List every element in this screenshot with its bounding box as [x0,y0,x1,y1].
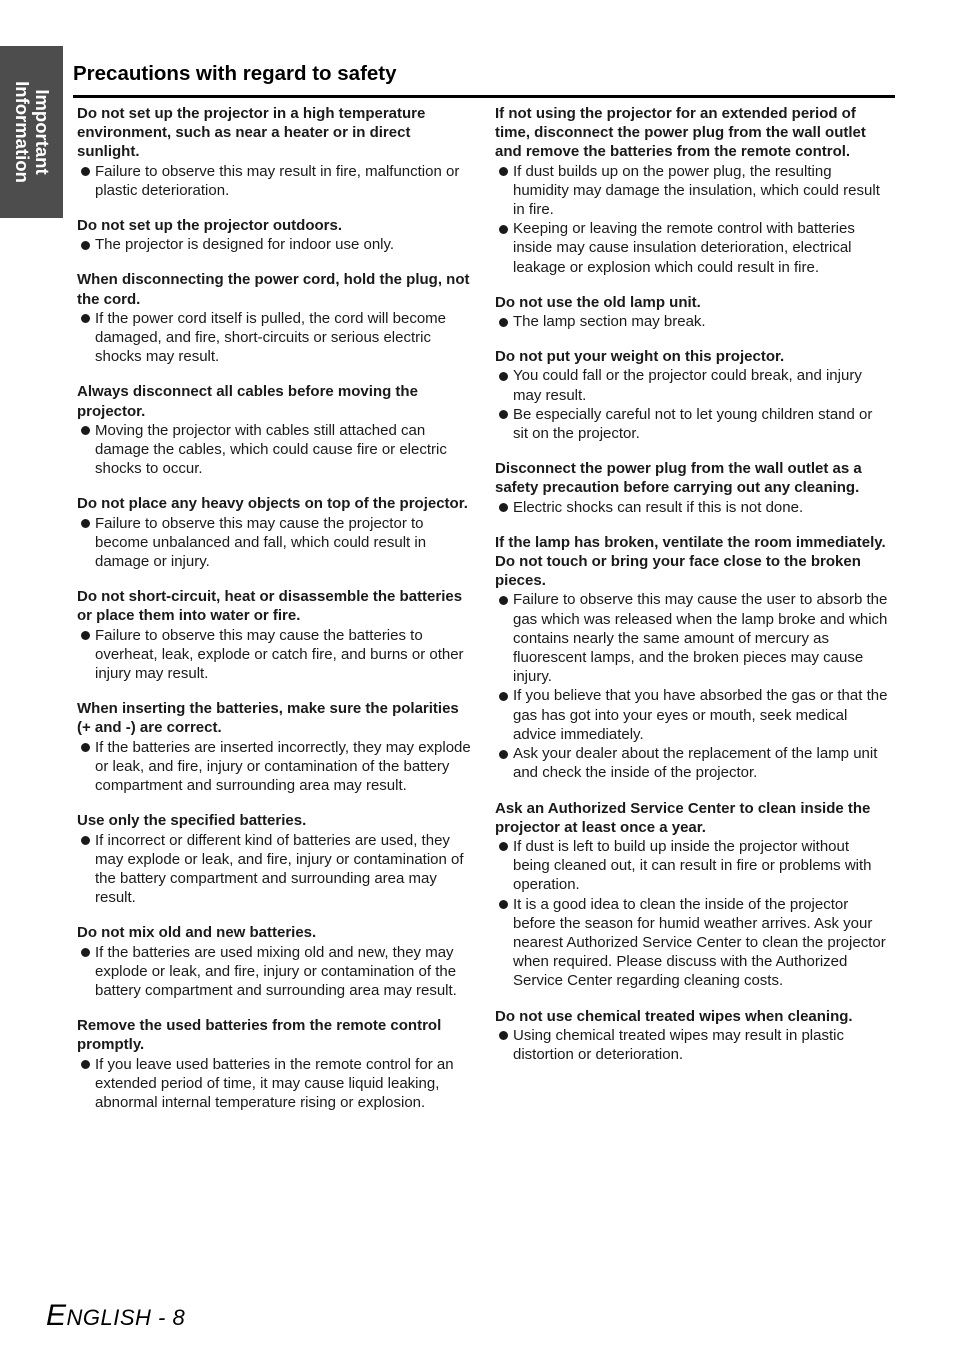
precaution-bullet: If you leave used batteries in the remote control for an extended period of time, it may cause liquid leaking, abnormal internal temperature rising or explosion. [77,1055,471,1113]
precaution-heading: Ask an Authorized Service Center to clean inside the projector at least once a year. [495,799,871,836]
precaution-block [495,293,889,331]
precaution-bullet: If the power cord itself is pulled, the cord will become damaged, and fire, short-circuits or serious electric shocks may result. [77,309,471,367]
precaution-block [77,1016,471,1112]
precaution-bullet-list [495,312,889,331]
precaution-block [495,347,889,443]
precaution-bullet-list [495,162,889,277]
precaution-bullet: If the batteries are inserted incorrectly, they may explode or leak, and fire, injury or contamination of the battery compartment and surrounding area may result. [77,738,471,796]
precaution-heading: When disconnecting the power cord, hold the plug, not the cord. [77,271,470,308]
precaution-bullet-list [77,235,471,254]
section-title: Precautions with regard to safety [73,62,397,85]
precaution-bullet-list [495,366,889,443]
precaution-bullet: Failure to observe this may result in fire, malfunction or plastic deterioration. [77,162,471,200]
precaution-bullet-list [77,626,471,684]
left-column [77,104,471,1128]
precaution-bullet: The projector is designed for indoor use only. [77,235,471,254]
side-tab-line2: Information [11,81,33,183]
precaution-bullet: If incorrect or different kind of batteries are used, they may explode or leak, and fire, injury or contamination of the battery compartment and surrounding area may result. [77,831,471,908]
precaution-bullet-list [77,309,471,367]
precaution-bullet: It is a good idea to clean the inside of the projector before the season for humid weather arrives. Ask your nearest Authorized Service Center to clean the projector when required. Please discuss with the Authorized Service Center regarding cleaning costs. [495,895,889,991]
precaution-block [77,587,471,683]
precaution-block [77,811,471,907]
precaution-heading: Do not set up the projector outdoors. [77,217,342,235]
precaution-block [77,923,471,1000]
title-divider [73,95,895,98]
precaution-bullet: If dust builds up on the power plug, the resulting humidity may damage the insulation, which could result in fire. [495,162,889,220]
side-tab-label [12,81,52,183]
precaution-bullet: Moving the projector with cables still attached can damage the cables, which could cause fire or electric shocks to occur. [77,421,471,479]
precaution-heading: Do not set up the projector in a high temperature environment, such as near a heater or in direct sunlight. [77,105,426,161]
precaution-bullet-list [77,1055,471,1113]
precaution-bullet-list [77,162,471,200]
precaution-bullet-list [495,837,889,991]
precaution-bullet-list [495,1026,889,1064]
precaution-heading: Do not put your weight on this projector. [495,348,785,366]
precaution-heading: Always disconnect all cables before moving the projector. [77,383,418,420]
precaution-bullet-list [495,590,889,782]
precaution-bullet: Be especially careful not to let young children stand or sit on the projector. [495,405,889,443]
precaution-bullet-list [495,498,889,517]
precaution-block [77,270,471,366]
precaution-block [495,533,889,783]
footer-page-label: NGLISH - 8 [66,1305,186,1330]
precaution-heading: When inserting the batteries, make sure the polarities (+ and -) are correct. [77,700,459,737]
precaution-bullet-list [77,943,471,1001]
precaution-heading: If not using the projector for an extended period of time, disconnect the power plug from the wall outlet and remove the batteries from the remote control. [495,105,866,161]
precaution-bullet: If dust is left to build up inside the projector without being cleaned out, it can result in fire or problems with operation. [495,837,889,895]
precaution-heading: Remove the used batteries from the remote control promptly. [77,1017,442,1054]
precaution-bullet-list [77,738,471,796]
precaution-heading: Do not use chemical treated wipes when cleaning. [495,1007,853,1025]
precaution-bullet: Failure to observe this may cause the batteries to overheat, leak, explode or catch fire, and burns or other injury may result. [77,626,471,684]
precaution-bullet: You could fall or the projector could break, and injury may result. [495,366,889,404]
precaution-bullet: Keeping or leaving the remote control with batteries inside may cause insulation deterioration, electrical leakage or explosion which could result in fire. [495,219,889,277]
right-column [495,104,889,1080]
side-tab [0,46,63,218]
precaution-block [495,1007,889,1065]
precaution-bullet: Electric shocks can result if this is not done. [495,498,889,517]
precaution-bullet: If you believe that you have absorbed the gas or that the gas has got into your eyes or mouth, seek medical advice immediately. [495,686,889,744]
side-tab-line1: Important [31,89,53,175]
precaution-bullet: Ask your dealer about the replacement of the lamp unit and check the inside of the projector. [495,744,889,782]
precaution-heading: Disconnect the power plug from the wall outlet as a safety precaution before carrying out any cleaning. [495,460,862,497]
precaution-heading: Do not place any heavy objects on top of the projector. [77,495,468,513]
precaution-bullet: Failure to observe this may cause the user to absorb the gas which was released when the lamp broke and which contains nearly the same amount of mercury as fluorescent lamps, and the broken pieces may cause injury. [495,590,889,686]
precaution-block [77,382,471,478]
precaution-block [495,104,889,277]
precaution-block [495,799,889,991]
precaution-bullet: Failure to observe this may cause the projector to become unbalanced and fall, which could result in damage or injury. [77,514,471,572]
precaution-bullet-list [77,514,471,572]
precaution-bullet-list [77,831,471,908]
precaution-heading: Use only the specified batteries. [77,812,307,830]
precaution-bullet-list [77,421,471,479]
precaution-heading: Do not short-circuit, heat or disassemble the batteries or place them into water or fire. [77,588,463,625]
precaution-bullet: If the batteries are used mixing old and new, they may explode or leak, and fire, injury or contamination of the battery compartment and surrounding area may result. [77,943,471,1001]
precaution-bullet: The lamp section may break. [495,312,889,331]
precaution-block [77,104,471,200]
page-footer [46,1299,185,1333]
precaution-bullet: Using chemical treated wipes may result in plastic distortion or deterioration. [495,1026,889,1064]
precaution-block [77,494,471,571]
footer-initial: E [46,1299,67,1332]
precaution-heading: Do not use the old lamp unit. [495,293,701,311]
precaution-block [77,216,471,254]
precaution-block [77,699,471,795]
precaution-block [495,459,889,517]
precaution-heading: If the lamp has broken, ventilate the room immediately. Do not touch or bring your face close to the broken pieces. [495,533,886,590]
precaution-heading: Do not mix old and new batteries. [77,924,317,942]
